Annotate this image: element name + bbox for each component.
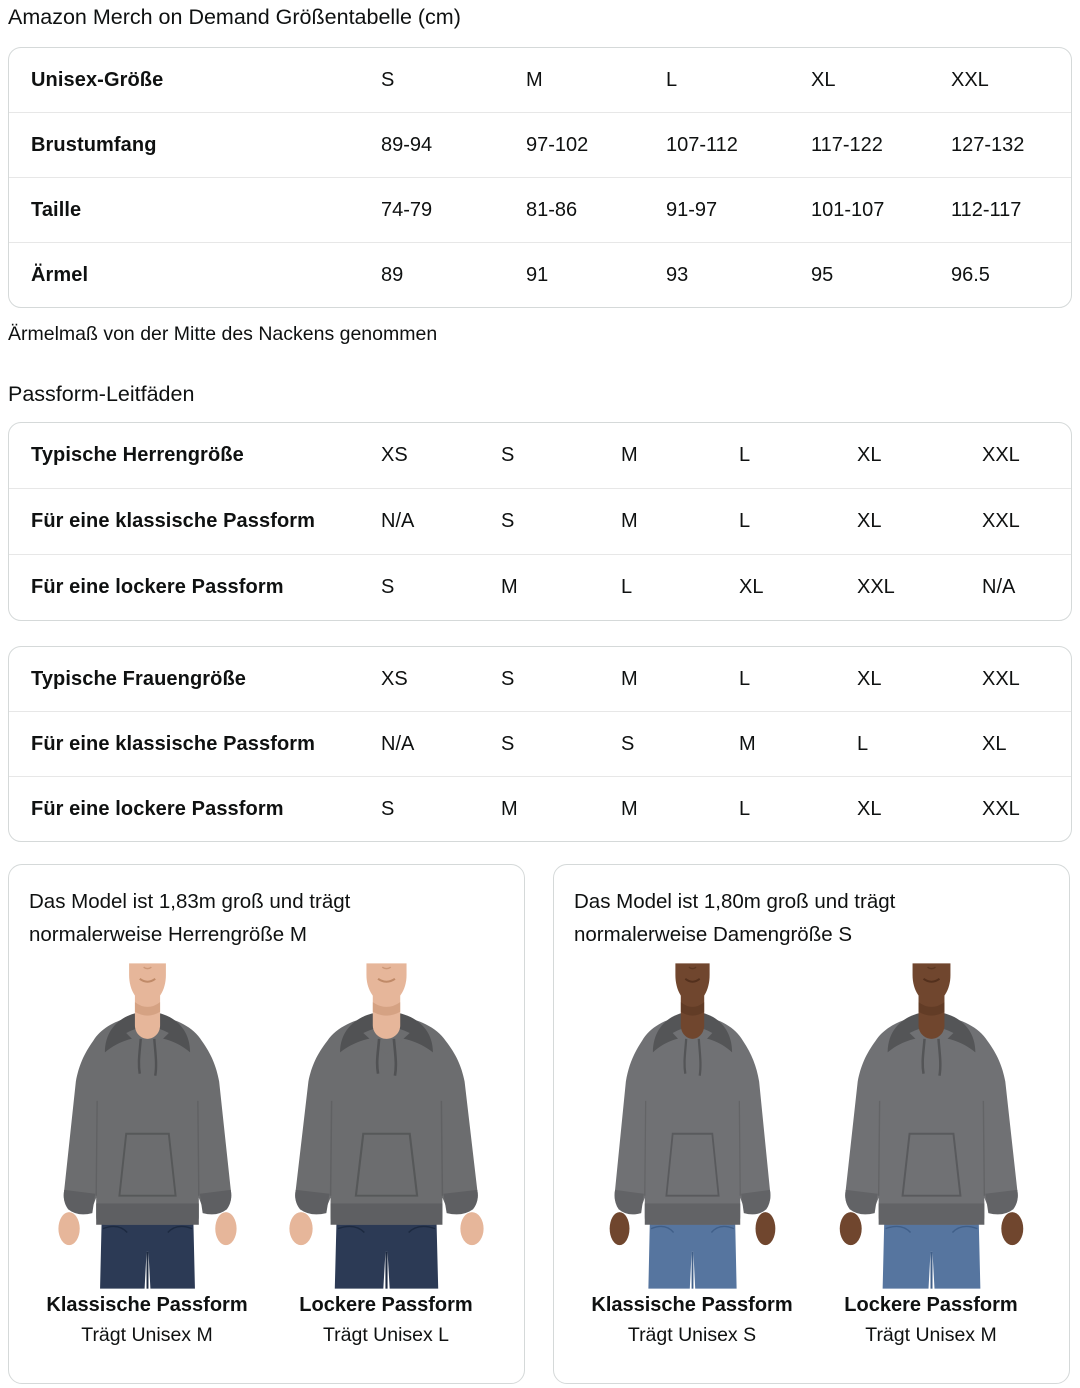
table-cell: S	[501, 667, 515, 690]
table-cell: L	[739, 667, 751, 690]
table-cell: 117-122	[811, 133, 883, 156]
model-figure-classic	[31, 963, 263, 1347]
table-cell: XL	[857, 444, 882, 466]
table-cell: L	[857, 732, 869, 755]
fit-guides-heading: Passform-Leitfäden	[8, 382, 195, 406]
table-cell: M	[501, 797, 518, 820]
table-cell: S	[381, 576, 395, 598]
table-cell: M	[621, 797, 638, 820]
table-cell: M	[526, 68, 543, 91]
table-row	[9, 711, 1071, 776]
row-label: Für eine klassische Passform	[31, 510, 316, 532]
model-cards	[8, 864, 1072, 1384]
table-cell: N/A	[982, 576, 1016, 598]
fit-name: Klassische Passform	[591, 1294, 793, 1316]
table-cell: XXL	[982, 444, 1020, 466]
table-cell: 127-132	[951, 133, 1025, 156]
table-cell: L	[621, 576, 633, 598]
table-cell: 107-112	[666, 133, 738, 156]
table-cell: 91	[526, 263, 549, 286]
row-label: Typische Frauengröße	[31, 667, 247, 690]
table-cell: 74-79	[381, 198, 433, 221]
table-cell: L	[739, 444, 751, 466]
table-cell: XXL	[982, 797, 1020, 820]
table-row	[9, 112, 1071, 177]
table-row	[9, 242, 1071, 307]
fit-size: Trägt Unisex M	[81, 1324, 213, 1346]
row-label: Brustumfang	[31, 133, 157, 156]
model-figure-loose	[815, 963, 1047, 1347]
table-cell: L	[666, 68, 678, 91]
fit-size: Trägt Unisex S	[627, 1324, 757, 1346]
womens-model-card	[553, 864, 1070, 1384]
mens-fit-table	[8, 422, 1072, 621]
table-cell: N/A	[381, 732, 415, 755]
model-photo-loose-fit	[280, 963, 493, 1289]
table-row	[9, 48, 1071, 112]
table-cell: 89-94	[381, 133, 433, 156]
table-cell: M	[621, 444, 638, 466]
model-figure-classic	[576, 963, 808, 1347]
table-cell: XXL	[951, 68, 989, 91]
fit-name: Lockere Passform	[299, 1294, 473, 1316]
table-cell: XL	[811, 68, 836, 91]
table-cell: M	[621, 510, 638, 532]
table-cell: 96.5	[951, 263, 990, 286]
mens-model-card	[8, 864, 525, 1384]
table-cell: 112-117	[951, 198, 1022, 221]
model-photo-loose-fit	[825, 963, 1038, 1289]
page-title: Amazon Merch on Demand Größentabelle (cm)	[8, 5, 461, 29]
table-cell: 95	[811, 263, 834, 286]
table-cell: M	[621, 667, 638, 690]
row-label: Ärmel	[31, 263, 89, 286]
table-cell: XXL	[982, 667, 1020, 690]
fit-size: Trägt Unisex L	[322, 1324, 450, 1346]
fit-name: Klassische Passform	[46, 1294, 248, 1316]
table-cell: XS	[381, 444, 408, 466]
row-label: Unisex-Größe	[31, 68, 164, 91]
table-cell: XL	[982, 732, 1007, 755]
table-row	[9, 177, 1071, 242]
table-row	[9, 423, 1071, 488]
table-cell: XL	[857, 510, 882, 532]
model-photo-classic-fit	[41, 963, 254, 1289]
row-label: Für eine lockere Passform	[31, 576, 284, 598]
table-cell: 93	[666, 263, 689, 286]
table-cell: L	[739, 797, 751, 820]
fit-size: Trägt Unisex M	[865, 1324, 997, 1346]
table-cell: 97-102	[526, 133, 589, 156]
model-figure-loose	[270, 963, 502, 1347]
table-cell: XL	[739, 576, 764, 598]
table-row	[9, 776, 1071, 841]
table-cell: S	[501, 732, 515, 755]
sleeve-measure-note: Ärmelmaß von der Mitte des Nackens genommen	[8, 323, 438, 345]
row-label: Typische Herrengröße	[31, 444, 244, 466]
model-description: Das Model ist 1,83m groß und trägt normalerweise Herrengröße M	[29, 890, 351, 946]
table-cell: XL	[857, 797, 882, 820]
row-label: Für eine lockere Passform	[31, 797, 284, 820]
table-cell: XXL	[857, 576, 895, 598]
table-cell: M	[739, 732, 756, 755]
table-cell: S	[381, 68, 395, 91]
table-cell: XL	[857, 667, 882, 690]
table-cell: S	[381, 797, 395, 820]
table-cell: 101-107	[811, 198, 885, 221]
table-row	[9, 554, 1071, 620]
table-cell: 81-86	[526, 198, 578, 221]
table-cell: N/A	[381, 510, 415, 532]
unisex-size-table	[8, 47, 1072, 308]
table-cell: 91-97	[666, 198, 718, 221]
table-row	[9, 488, 1071, 554]
womens-fit-table	[8, 646, 1072, 842]
table-row	[9, 647, 1071, 711]
table-cell: S	[501, 510, 515, 532]
table-cell: L	[739, 510, 751, 532]
table-cell: XXL	[982, 510, 1020, 532]
row-label: Taille	[31, 198, 82, 221]
model-figures	[29, 963, 504, 1347]
model-description: Das Model ist 1,80m groß und trägt normalerweise Damengröße S	[574, 890, 896, 946]
table-cell: S	[621, 732, 635, 755]
table-cell: S	[501, 444, 515, 466]
model-photo-classic-fit	[586, 963, 799, 1289]
table-cell: M	[501, 576, 518, 598]
table-cell: XS	[381, 667, 408, 690]
fit-name: Lockere Passform	[844, 1294, 1018, 1316]
row-label: Für eine klassische Passform	[31, 732, 316, 755]
model-figures	[574, 963, 1049, 1347]
table-cell: 89	[381, 263, 404, 286]
